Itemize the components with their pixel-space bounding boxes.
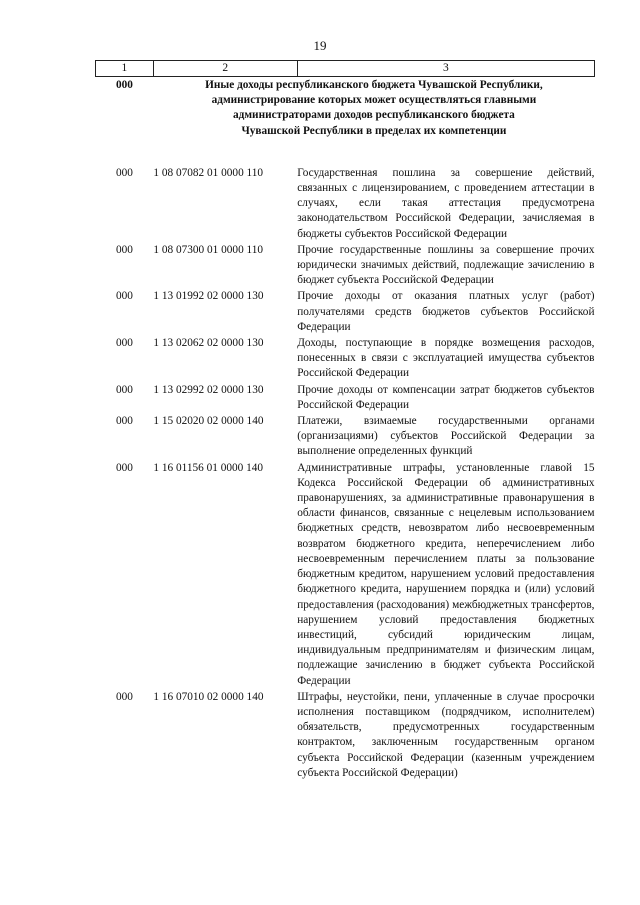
revenue-code-cell: 1 15 02020 02 0000 140 bbox=[153, 415, 264, 428]
section-title-line: администрирование которых может осуществляться главными bbox=[211, 94, 537, 107]
page-number: 19 bbox=[313, 38, 327, 53]
section-title-line: администраторами доходов республиканского бюджета bbox=[233, 109, 515, 122]
revenue-code-cell: 1 13 02992 02 0000 130 bbox=[153, 383, 264, 396]
revenue-code-cell: 1 16 07010 02 0000 140 bbox=[153, 690, 264, 703]
revenue-table bbox=[95, 60, 595, 782]
spacer-row bbox=[96, 139, 595, 166]
column-header-3: 3 bbox=[297, 61, 594, 77]
admin-code-cell: 000 bbox=[115, 166, 133, 179]
description-cell: Прочие государственные пошлины за совершение прочих юридически значимых действий, подлежащие зачислению в бюджет субъекта Российской Федерации bbox=[297, 243, 595, 287]
admin-code-cell: 000 bbox=[115, 461, 133, 474]
table-row bbox=[96, 336, 595, 383]
section-header-row bbox=[96, 77, 595, 139]
admin-code-cell: 000 bbox=[115, 690, 133, 703]
column-header-2: 2 bbox=[153, 61, 297, 77]
revenue-code-cell: 1 16 01156 01 0000 140 bbox=[153, 461, 264, 474]
description-cell: Доходы, поступающие в порядке возмещения расходов, понесенных в связи с эксплуатацией имущества субъектов Российской Федерации bbox=[297, 337, 595, 380]
description-cell: Прочие доходы от компенсации затрат бюджетов субъектов Российской Федерации bbox=[297, 383, 595, 411]
admin-code-cell: 000 bbox=[115, 383, 133, 396]
admin-code-cell: 000 bbox=[115, 337, 133, 350]
admin-code-cell: 000 bbox=[115, 243, 133, 256]
description-cell: Штрафы, неустойки, пени, уплаченные в случае просрочки исполнения поставщиком (подрядчиком, исполнителем) обязательств, предусмотренных государственным контрактом, заключенным государственным органом субъекта Российской Федерации (казенным учреждением субъекта Российской Федерации) bbox=[297, 690, 595, 779]
section-admin-code: 000 bbox=[115, 79, 133, 91]
description-cell: Административные штрафы, установленные главой 15 Кодекса Российской Федерации об административных правонарушениях, за административные правонарушения в области финансов, связанные с нецелевым использованием бюджетных средств, невозвратом либо несвоевременным возвратом бюджетного кредита, неперечислением либо несвоевременным перечислением платы за пользование бюджетным кредитом, нарушением условий предоставления бюджетного кредита, нарушением порядка и (или) условий предоставления (расходования) межбюджетных трансфертов, нарушением условий предоставления бюджетных инвестиций, субсидий юридическим лицам, индивидуальным предпринимателям и физическим лицам, подлежащие зачислению в бюджет субъекта Российской Федерации bbox=[297, 461, 595, 687]
column-header-1: 1 bbox=[96, 61, 154, 77]
section-title-line: Чувашской Республики в пределах их компетенции bbox=[241, 124, 507, 137]
revenue-code-cell: 1 08 07300 01 0000 110 bbox=[153, 243, 264, 256]
admin-code-cell: 000 bbox=[115, 290, 133, 303]
table-row bbox=[96, 166, 595, 243]
table-row bbox=[96, 690, 595, 782]
section-title bbox=[153, 77, 594, 139]
section-title-line: Иные доходы республиканского бюджета Чувашской Республики, bbox=[205, 79, 543, 91]
table-row bbox=[96, 383, 595, 414]
description-cell: Государственная пошлина за совершение действий, связанных с лицензированием, с проведением аттестации в случаях, если такая аттестация предусмотрена законодательством Российской Федерации, зачисляемая в бюджеты субъектов Российской Федерации bbox=[297, 166, 595, 240]
table-row bbox=[96, 243, 595, 290]
description-cell: Прочие доходы от оказания платных услуг (работ) получателями средств бюджетов субъектов Российской Федерации bbox=[297, 290, 595, 333]
revenue-code-cell: 1 13 02062 02 0000 130 bbox=[153, 337, 264, 350]
table-row bbox=[96, 414, 595, 461]
revenue-code-cell: 1 08 07082 01 0000 110 bbox=[153, 166, 264, 179]
description-cell: Платежи, взимаемые государственными органами (организациями) субъектов Российской Федерации за выполнение определенных функций bbox=[297, 415, 595, 458]
admin-code-cell: 000 bbox=[115, 415, 133, 428]
revenue-code-cell: 1 13 01992 02 0000 130 bbox=[153, 290, 264, 303]
column-number-header bbox=[96, 61, 595, 77]
table-row bbox=[96, 461, 595, 690]
table-row bbox=[96, 289, 595, 336]
